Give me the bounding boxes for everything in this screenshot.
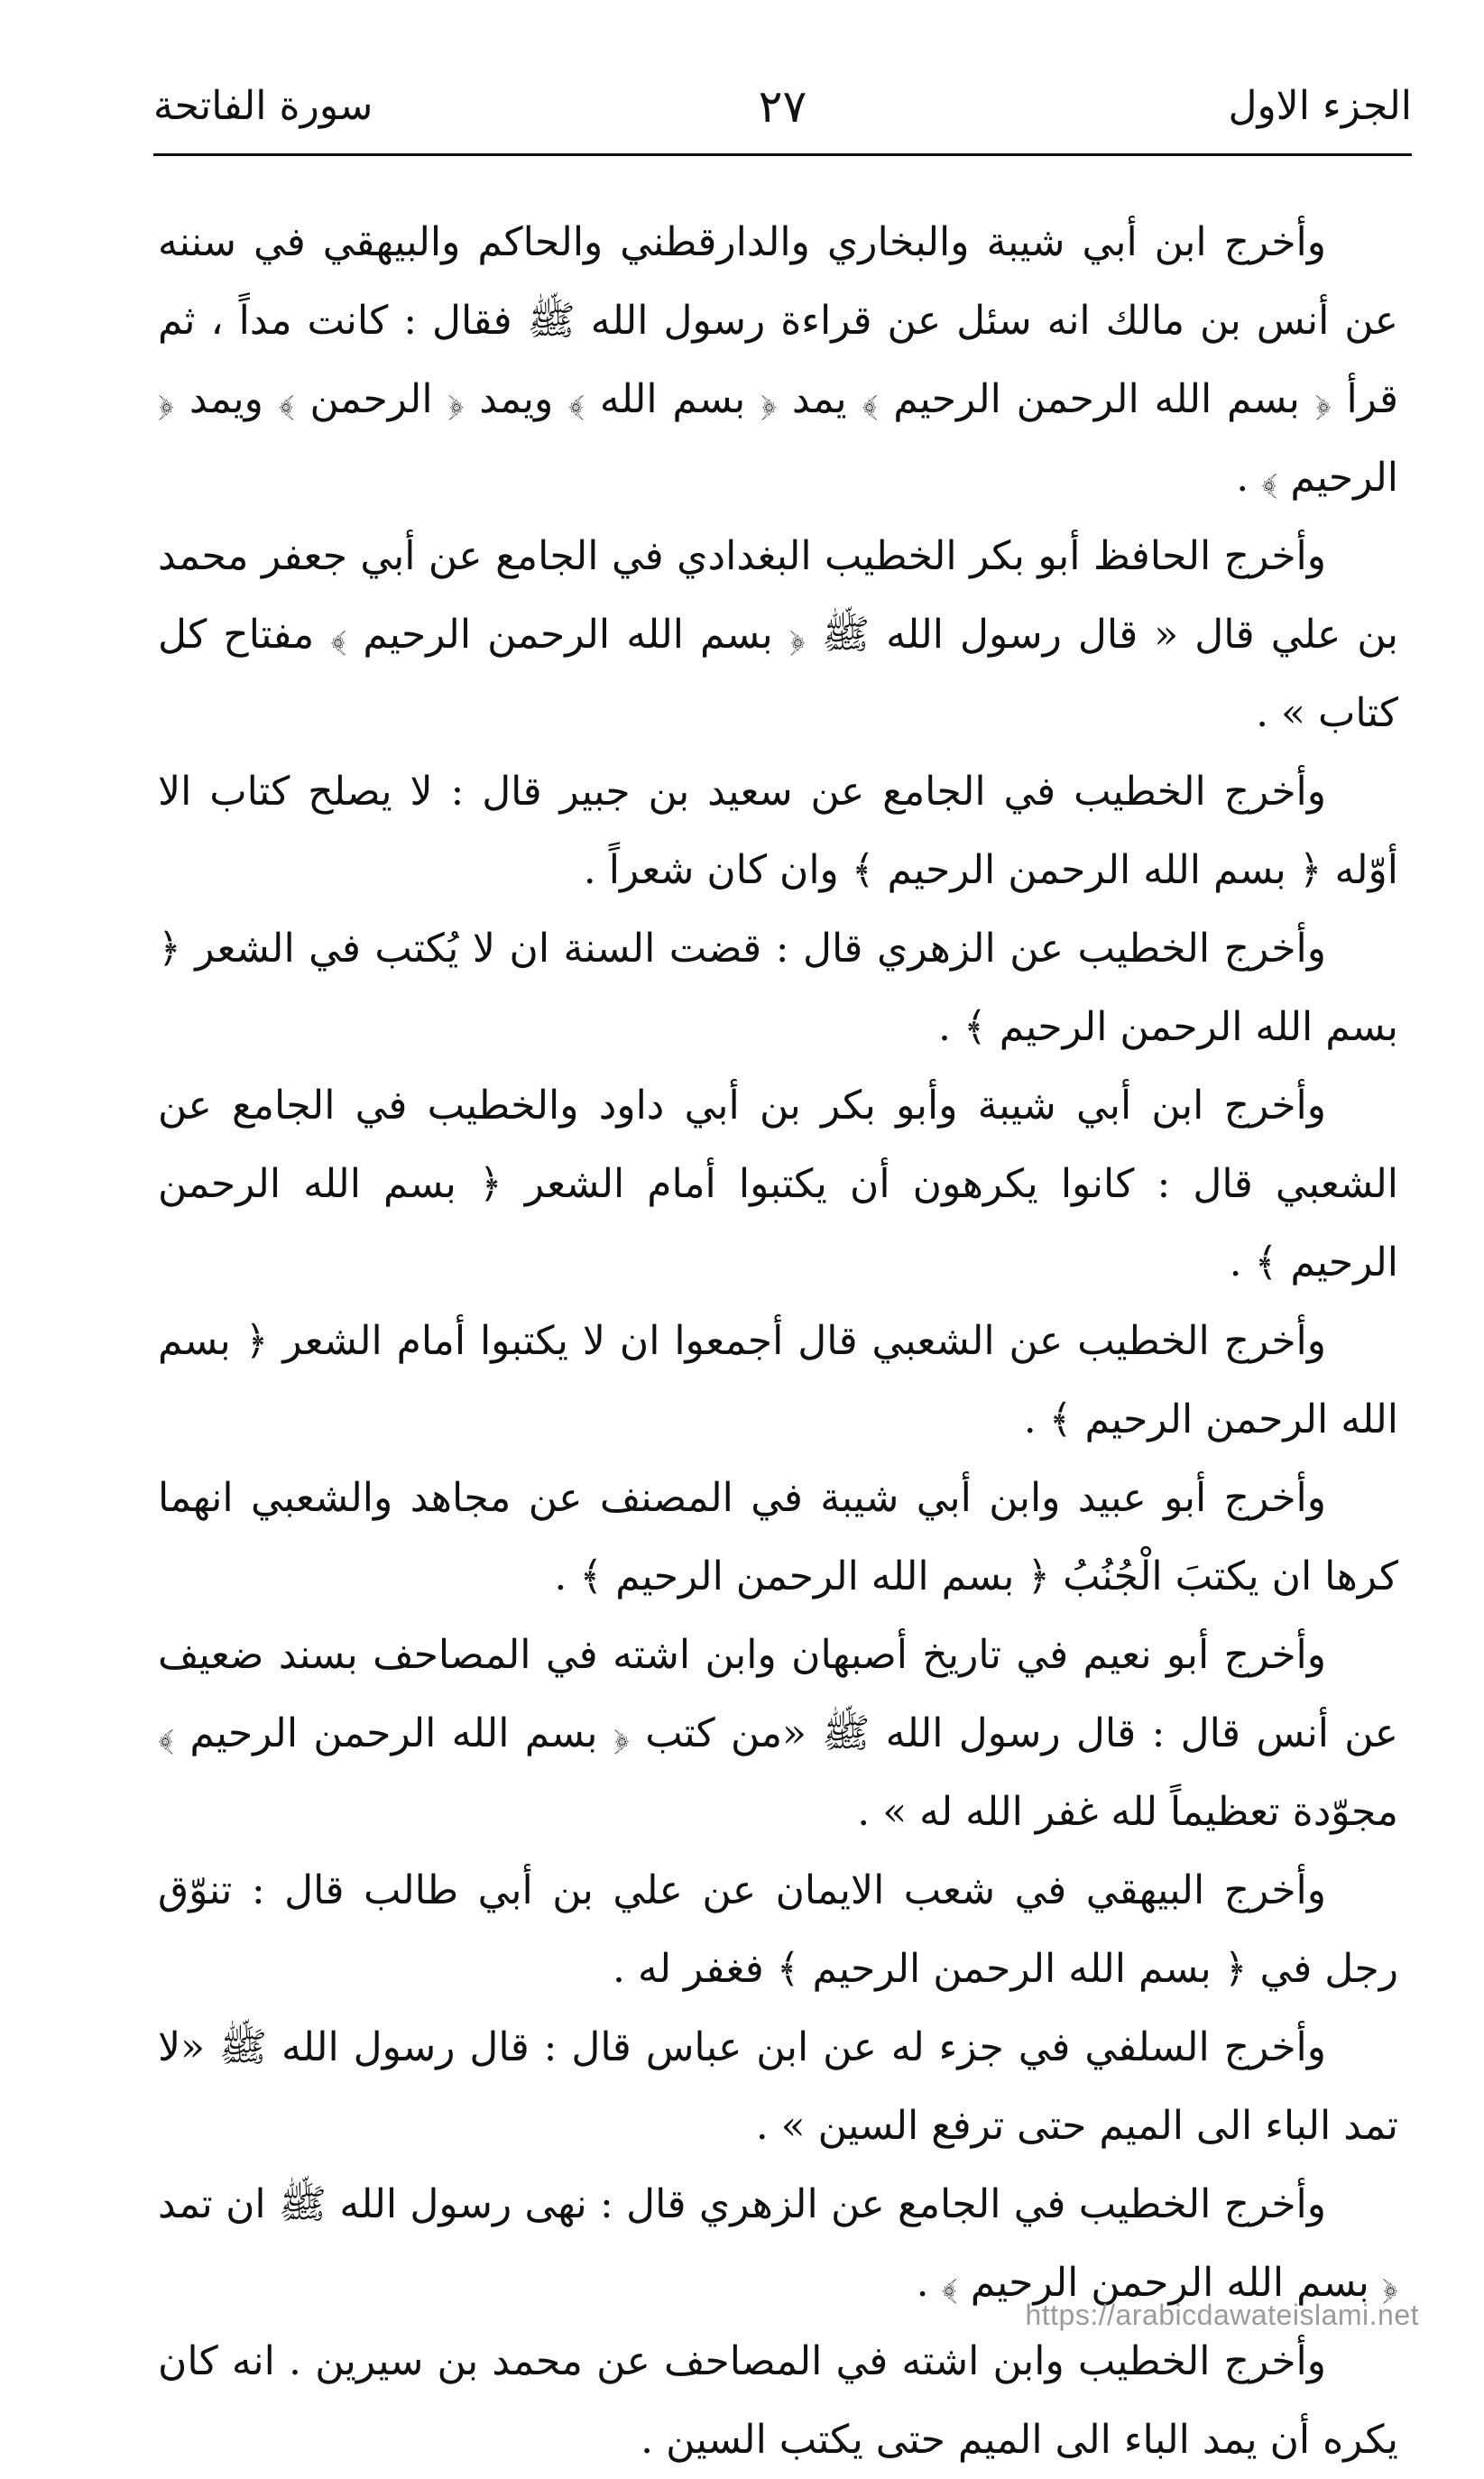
paragraph: وأخرج الخطيب وابن اشته في المصاحف عن محمد بن سيرين . انه كان يكره أن يمد الباء الى الميم حتى يكتب السين . [158, 2338, 1398, 2463]
header-rule [153, 153, 1412, 156]
paragraph: وأخرج الخطيب عن الزهري قال : قضت السنة ان لا يُكتب في الشعر ﴿ بسم الله الرحمن الرحيم ﴾ . [158, 926, 1398, 1050]
running-header [153, 70, 1412, 152]
main-text [158, 203, 1398, 2479]
header-surah: سورة الفاتحة [153, 83, 373, 129]
paragraph: وأخرج أبو عبيد وابن أبي شيبة في المصنف عن مجاهد والشعبي انهما كرها ان يكتبَ الْجُنُبُ ﴿ بسم الله الرحمن الرحيم ﴾ . [158, 1475, 1398, 1599]
paragraph: وأخرج البيهقي في شعب الايمان عن علي بن أبي طالب قال : تنوّق رجل في ﴿ بسم الله الرحمن الرحيم ﴾ فغفر له . [158, 1867, 1398, 1992]
paragraph: وأخرج الحافظ أبو بكر الخطيب البغدادي في الجامع عن أبي جعفر محمد بن علي قال « قال رسول الله ﷺ ﴿ بسم الله الرحمن الرحيم ﴾ مفتاح كل كتاب » . [158, 533, 1399, 736]
watermark-url: https://arabicdawateislami.net [1025, 2299, 1419, 2331]
paragraph: وأخرج الخطيب عن الشعبي قال أجمعوا ان لا يكتبوا أمام الشعر ﴿ بسم الله الرحمن الرحيم ﴾ . [158, 1318, 1398, 1442]
paragraph: وأخرج الخطيب في الجامع عن الزهري قال : نهى رسول الله ﷺ ان تمد ﴿ بسم الله الرحمن الرحيم ﴾ . [158, 2181, 1398, 2306]
paragraph: وأخرج السلفي في جزء له عن ابن عباس قال : قال رسول الله ﷺ «لا تمد الباء الى الميم حتى ترفع السين » . [158, 2024, 1398, 2149]
paragraph: وأخرج أبو نعيم في تاريخ أصبهان وابن اشته في المصاحف بسند ضعيف عن أنس قال : قال رسول الله ﷺ «من كتب ﴿ بسم الله الرحمن الرحيم ﴾ مجوّدة تعظيماً لله غفر الله له » . [158, 1632, 1398, 1835]
paragraph: وأخرج ابن أبي شيبة وأبو بكر بن أبي داود والخطيب في الجامع عن الشعبي قال : كانوا يكرهون أن يكتبوا أمام الشعر ﴿ بسم الله الرحمن الرحيم ﴾ . [158, 1083, 1398, 1286]
paragraph: وأخرج الخطيب في الجامع عن سعيد بن جبير قال : لا يصلح كتاب الا أوّله ﴿ بسم الله الرحمن الرحيم ﴾ وان كان شعراً . [158, 769, 1398, 893]
header-part: الجزء الاول [1228, 83, 1412, 129]
page-number: ٢٧ [758, 80, 807, 133]
paragraph: وأخرج ابن أبي شيبة والبخاري والدارقطني والحاكم والبيهقي في سننه عن أنس بن مالك انه سئل عن قراءة رسول الله ﷺ فقال : كانت مداً ، ثم قرأ ﴿ بسم الله الرحمن الرحيم ﴾ يمد ﴿ بسم الله ﴾ ويمد ﴿ الرحمن ﴾ ويمد ﴿ الرحيم ﴾ . [158, 219, 1398, 501]
